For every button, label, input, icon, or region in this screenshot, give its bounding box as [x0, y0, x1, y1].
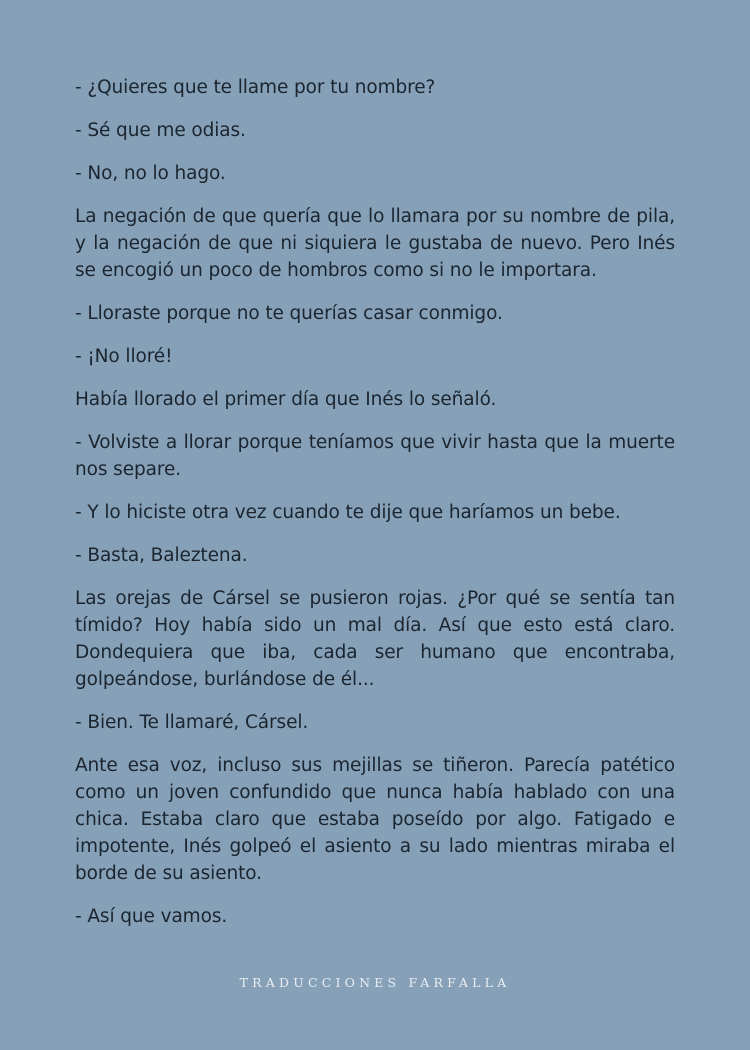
paragraph: Había llorado el primer día que Inés lo señaló.: [75, 389, 497, 410]
paragraph: La negación de que quería que lo llamara por su nombre de pila, y la negación de que ni siquiera le gustaba de nuevo. Pero Inés se encogió un poco de hombros como si no le importara.: [75, 206, 675, 281]
paragraph: Las orejas de Cársel se pusieron rojas. ¿Por qué se sentía tan tímido? Hoy había sido un mal día. Así que esto está claro. Dondequiera que iba, cada ser humano que encontraba, golpeándose, burlándose de él...: [75, 588, 675, 690]
paragraph: - ¿Quieres que te llame por tu nombre?: [75, 77, 436, 98]
page-text: [75, 74, 675, 946]
paragraph: - Volviste a llorar porque teníamos que vivir hasta que la muerte nos separe.: [75, 432, 675, 480]
paragraph: - Así que vamos.: [75, 906, 228, 927]
paragraph: - Lloraste porque no te querías casar conmigo.: [75, 303, 503, 324]
paragraph: - No, no lo hago.: [75, 163, 226, 184]
paragraph: - Y lo hiciste otra vez cuando te dije que haríamos un bebe.: [75, 502, 621, 523]
footer-credit: TRADUCCIONES FARFALLA: [239, 975, 511, 990]
paragraph: - ¡No lloré!: [75, 346, 173, 367]
paragraph: - Sé que me odias.: [75, 120, 246, 141]
paragraph: - Bien. Te llamaré, Cársel.: [75, 712, 309, 733]
paragraph: - Basta, Baleztena.: [75, 545, 248, 566]
paragraph: Ante esa voz, incluso sus mejillas se tiñeron. Parecía patético como un joven confundido que nunca había hablado con una chica. Estaba claro que estaba poseído por algo. Fatigado e impotente, Inés golpeó el asiento a su lado mientras miraba el borde de su asiento.: [75, 755, 675, 884]
